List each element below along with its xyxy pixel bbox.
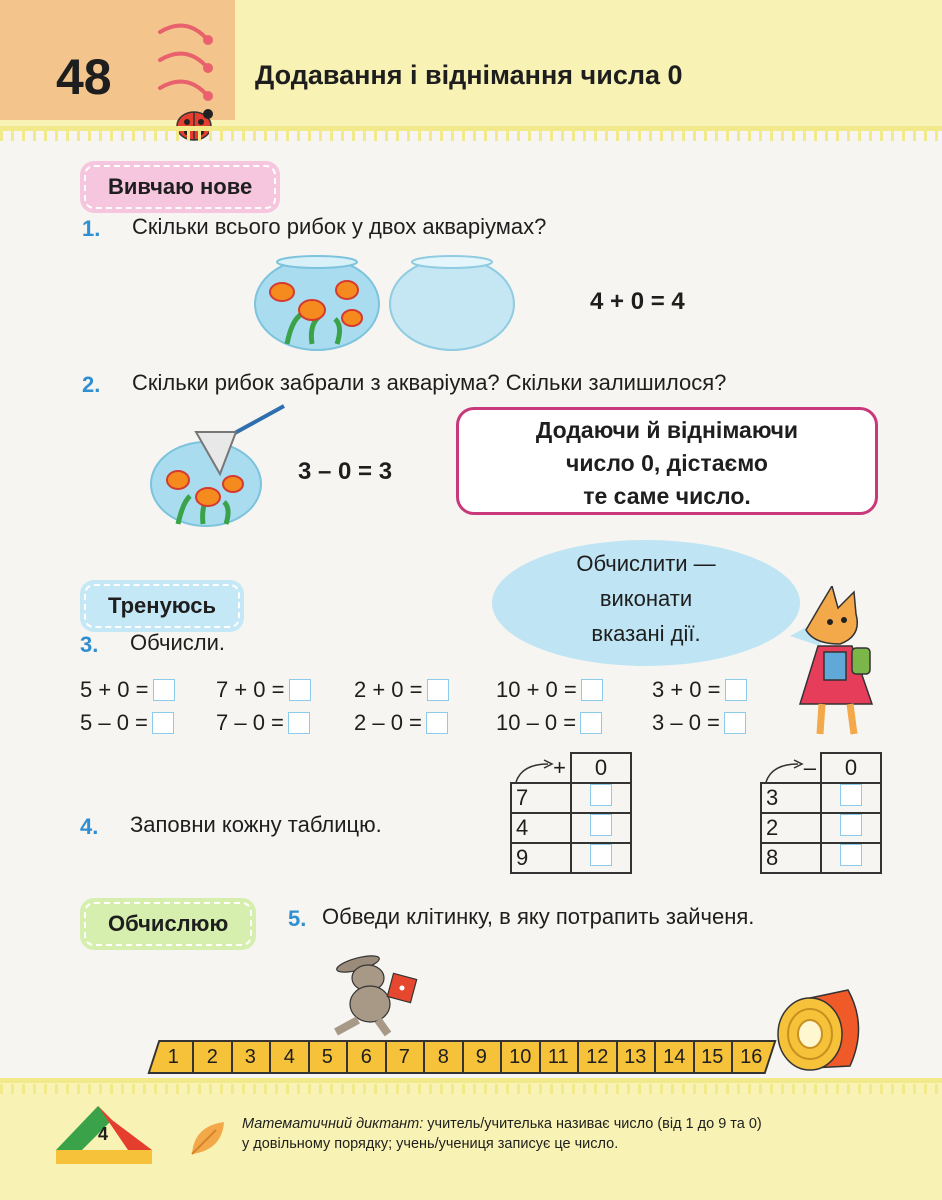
table-answer-cell[interactable] bbox=[571, 813, 631, 843]
rule-line-2: число 0, дістаємо bbox=[566, 450, 768, 476]
table-row-value: 4 bbox=[511, 813, 571, 843]
table-subtraction bbox=[760, 752, 882, 874]
exercise-item: 10 – 0 = bbox=[496, 710, 602, 736]
speech-bubble bbox=[492, 540, 800, 666]
answer-box[interactable] bbox=[580, 712, 602, 734]
task-5-text: Обведи клітинку, в яку потрапить зайченя. bbox=[322, 904, 755, 929]
ruler-cell[interactable]: 9 bbox=[463, 1042, 502, 1072]
task-3-number: 3. bbox=[80, 632, 99, 657]
exercise-item: 5 + 0 = bbox=[80, 677, 175, 703]
section-tag-learn: Вивчаю нове bbox=[84, 165, 276, 209]
rule-box bbox=[456, 407, 878, 515]
table-answer-cell[interactable] bbox=[821, 813, 881, 843]
ruler-cell[interactable]: 3 bbox=[232, 1042, 271, 1072]
number-ruler bbox=[147, 1040, 776, 1074]
exercise-item: 7 – 0 = bbox=[216, 710, 310, 736]
task-1-equation: 4 + 0 = 4 bbox=[590, 288, 685, 315]
section-tag-train: Тренуюсь bbox=[84, 584, 240, 628]
exercise-item: 2 – 0 = bbox=[354, 710, 448, 736]
table-operator: – bbox=[761, 753, 821, 783]
table-row-value: 2 bbox=[761, 813, 821, 843]
task-1-number: 1. bbox=[82, 216, 101, 241]
section-tag-compute: Обчислюю bbox=[84, 902, 252, 946]
footer-note-line-1: учитель/учителька називає число (від 1 до 9 та 0) bbox=[423, 1116, 762, 1132]
table-row-value: 8 bbox=[761, 843, 821, 873]
spiral-decoration-icon bbox=[150, 20, 220, 110]
ruler-cell[interactable]: 2 bbox=[194, 1042, 233, 1072]
table-addition bbox=[510, 752, 632, 874]
table-answer-cell[interactable] bbox=[821, 783, 881, 813]
answer-box[interactable] bbox=[153, 679, 175, 701]
task-5-number: 5. bbox=[288, 906, 307, 931]
table-row-value: 9 bbox=[511, 843, 571, 873]
ruler-cell[interactable]: 14 bbox=[656, 1042, 695, 1072]
ruler-cell[interactable]: 6 bbox=[348, 1042, 387, 1072]
exercise-item: 2 + 0 = bbox=[354, 677, 449, 703]
table-row-value: 7 bbox=[511, 783, 571, 813]
task-4-text: Заповни кожну таблицю. bbox=[130, 812, 382, 837]
arrow-icon bbox=[512, 758, 562, 784]
leaf-icon bbox=[186, 1116, 230, 1160]
tape-roll-icon bbox=[770, 986, 870, 1076]
ruler-cell[interactable]: 7 bbox=[386, 1042, 425, 1072]
answer-box[interactable] bbox=[581, 679, 603, 701]
fox-character-icon bbox=[780, 586, 895, 738]
ruler-cell[interactable]: 16 bbox=[739, 1046, 762, 1068]
footer-note bbox=[242, 1114, 762, 1154]
table-header: 0 bbox=[571, 753, 631, 783]
task-4-number: 4. bbox=[80, 814, 99, 839]
ruler-cell[interactable]: 13 bbox=[617, 1042, 656, 1072]
bunny-icon bbox=[318, 946, 430, 1038]
answer-box[interactable] bbox=[724, 712, 746, 734]
footer-divider bbox=[0, 1078, 942, 1083]
page-title: Додавання і віднімання числа 0 bbox=[255, 60, 683, 90]
footer-stitch bbox=[0, 1084, 942, 1094]
exercise-item: 7 + 0 = bbox=[216, 677, 311, 703]
answer-box[interactable] bbox=[427, 679, 449, 701]
answer-box[interactable] bbox=[152, 712, 174, 734]
task-1-text: Скільки всього рибок у двох акваріумах? bbox=[132, 214, 547, 239]
ruler-cell[interactable]: 8 bbox=[425, 1042, 464, 1072]
ruler-cell[interactable]: 10 bbox=[502, 1042, 541, 1072]
answer-box[interactable] bbox=[725, 679, 747, 701]
exercise-item: 3 + 0 = bbox=[652, 677, 747, 703]
footer-note-line-2: у довільному порядку; учень/учениця записує це число. bbox=[242, 1136, 619, 1152]
task-3-text: Обчисли. bbox=[130, 630, 225, 655]
ruler-cell[interactable]: 1 bbox=[155, 1042, 194, 1072]
ruler-cell[interactable]: 12 bbox=[579, 1042, 618, 1072]
table-answer-cell[interactable] bbox=[571, 783, 631, 813]
answer-box[interactable] bbox=[426, 712, 448, 734]
table-header: 0 bbox=[821, 753, 881, 783]
task-2-text: Скільки рибок забрали з акваріума? Скільки залишилося? bbox=[132, 370, 727, 395]
rule-line-1: Додаючи й віднімаючи bbox=[535, 417, 799, 443]
arrow-icon bbox=[762, 758, 812, 784]
bubble-line-1: Обчислити — bbox=[576, 551, 716, 576]
bubble-line-3: вказані дії. bbox=[591, 621, 701, 646]
task-2-equation: 3 – 0 = 3 bbox=[298, 458, 393, 485]
bubble-line-2: виконати bbox=[599, 586, 693, 611]
rule-line-3: те саме число. bbox=[583, 483, 751, 509]
exercise-item: 5 – 0 = bbox=[80, 710, 174, 736]
ruler-cell[interactable]: 4 bbox=[271, 1042, 310, 1072]
aquarium-net-illustration-icon bbox=[148, 402, 298, 532]
table-answer-cell[interactable] bbox=[571, 843, 631, 873]
exercise-item: 10 + 0 = bbox=[496, 677, 603, 703]
task-2-number: 2. bbox=[82, 372, 101, 397]
aquariums-illustration-icon bbox=[252, 252, 522, 352]
answer-box[interactable] bbox=[289, 679, 311, 701]
footer-note-italic: Математичний диктант: bbox=[242, 1116, 424, 1132]
answer-box[interactable] bbox=[288, 712, 310, 734]
ruler-cell[interactable]: 15 bbox=[694, 1042, 733, 1072]
exercise-item: 3 – 0 = bbox=[652, 710, 746, 736]
table-operator: + bbox=[511, 753, 571, 783]
header-stitch bbox=[0, 131, 942, 141]
table-row-value: 3 bbox=[761, 783, 821, 813]
table-answer-cell[interactable] bbox=[821, 843, 881, 873]
page-number: 48 bbox=[56, 49, 112, 105]
ruler-cell[interactable]: 5 bbox=[309, 1042, 348, 1072]
ruler-cell[interactable]: 11 bbox=[540, 1042, 579, 1072]
footer-page-number: 4 bbox=[98, 1124, 109, 1144]
